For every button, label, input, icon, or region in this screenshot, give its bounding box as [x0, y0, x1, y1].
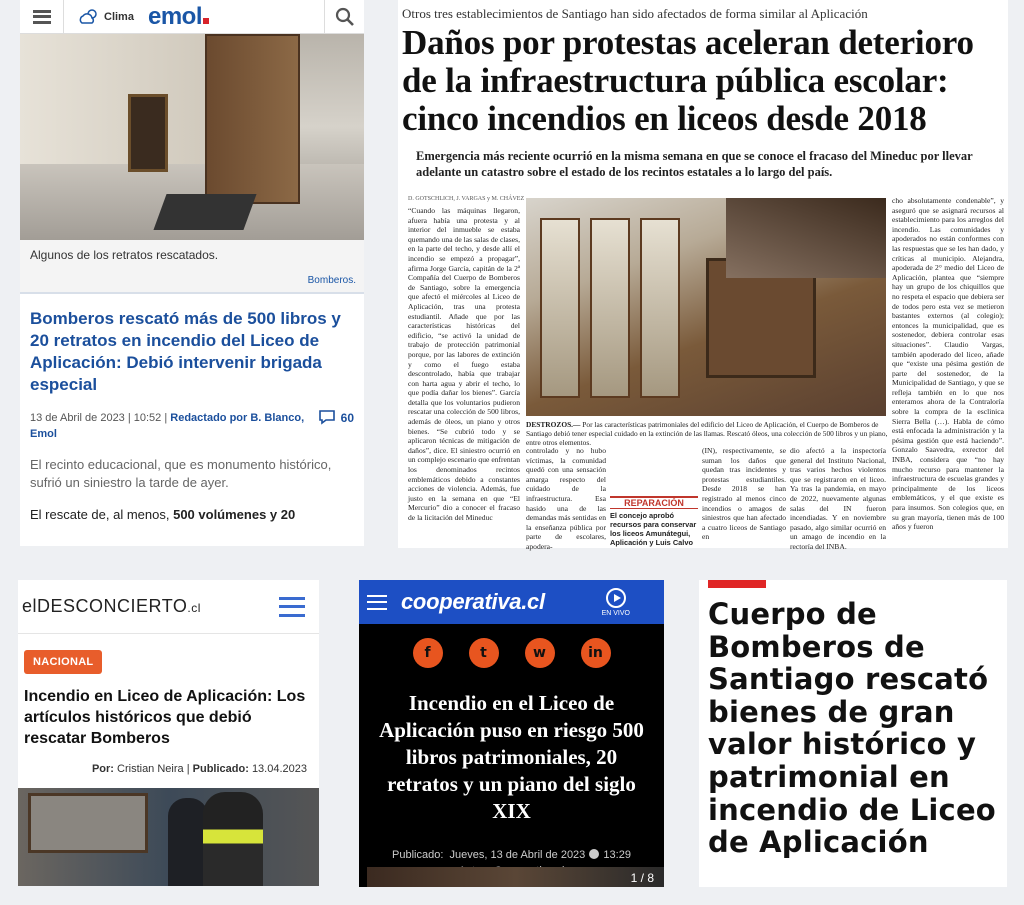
published-date: Jueves, 13 de Abril de 2023 [449, 849, 586, 861]
meta-text [30, 410, 319, 442]
twitter-icon[interactable]: t [469, 638, 499, 668]
published-date: 13.04.2023 [251, 763, 307, 775]
article-title: Bomberos rescató más de 500 libros y 20 retratos en incendio del Liceo de Aplicación: Debió intervenir brigada especial [30, 309, 341, 394]
article-photo[interactable] [20, 34, 364, 240]
linkedin-icon[interactable]: in [581, 638, 611, 668]
article-title: Incendio en el Liceo de Aplicación puso en riesgo 500 libros patrimoniales, 20 retratos y un piano del siglo XIX [379, 691, 644, 823]
logo-cl: .cl [187, 601, 201, 615]
np-column-3a [610, 446, 698, 494]
np-photo [526, 198, 886, 416]
article-meta: Por: Cristian Neira | Publicado: 13.04.2023 [91, 763, 307, 775]
gallery-pager: 1 / 8 [630, 871, 654, 885]
section-badge[interactable]: NACIONAL [24, 650, 102, 674]
desconcierto-header [18, 580, 319, 634]
np-caption [526, 420, 888, 447]
emol-logo-text: emol [147, 2, 202, 30]
por-label: Por: [91, 763, 114, 775]
emol-logo[interactable] [148, 3, 209, 31]
cloud-sun-icon [78, 9, 100, 25]
emol-article-screenshot [20, 0, 364, 546]
gallery-strip[interactable] [367, 867, 664, 887]
facebook-icon[interactable]: f [413, 638, 443, 668]
article-date: 13 de Abril de 2023 | 10:52 | [30, 412, 168, 424]
menu-button[interactable] [20, 0, 64, 34]
live-label: EN VIVO [601, 609, 630, 617]
published-time: 13:29 [603, 849, 631, 861]
np-column-2: controlado y no hubo víctimas, la comunidad quedó con una sensación amarga respecto del cuidado de la infraestructura. Esa hasido una de las demandas más sentidas en la enseñanza pública por parte de escolares, apodera- [526, 446, 606, 551]
np-byline: D. GOTSCHLICH, J. VARGAS y M. CHÁVEZ [408, 196, 525, 202]
desconcierto-article-screenshot [18, 580, 319, 886]
np-column-1: “Cuando las máquinas llegaron, afuera había una protesta y al interior del inmueble se estaba quemando una de las salas de clases, en la parte del techo, y desde allí el incendio se empezó a propagar”, afirma Jorge García, capitán de la 2ª Compañía del Cuerpo de Bomberos de Santiago, sobre la emergencia que afectó el miércoles al Liceo de Aplicación, tras una protesta estudiantil. Añade que por las características históricas del edificio, “se activó la unidad de trabajo de protección patrimonial porque, por las labores de extinción y como el fuego estaba descontrolado, había que trabajar con harta agua y abrir el techo, lo que podía dañar los bienes”. García detalla que los voluntarios pudieron rescatar una colección de 500 libros, además de óleos, un piano y otros bienes. “Se cubrió todo y se aplicaron técnicas de mitigación de daños”, dice. El siniestro ocurrió en un complejo escenario que enfrentan los denominados recintos emblemáticos debido a constantes acciones de violencia. Además, fue justo en la semana en que “El Mercurio” dio a conocer el fracaso de la licitación del Mineduc [408, 206, 520, 522]
accent-bar [708, 580, 766, 588]
article-title: Incendio en Liceo de Aplicación: Los artículos históricos que debió rescatar Bomberos [24, 688, 306, 747]
social-share-bar [359, 638, 664, 668]
np-column-right: cho absolutamente condenable”, y aseguró que se asignará recursos al establecimiento para los arreglos del incendio. Las comunidades y apoderados no están conformes con las respuestas que se les han dado, y críticas al municipio. Alejandra, apoderada de 2° medio del Liceo de Aplicación, plantea que “siempre hay un grupo de los chiquillos que no respeta el espacio que debiera ser de todos pero esta vez se metieron bastantes externos (al colegio); entonces la municipalidad, que es sostenedor, debiera controlar esas situaciones”. Claudio Vargas, también apoderado del liceo, añade que “existe una pésima gestión de parte del sostenedor, de la Municipalidad de Santiago, y que se refleja también en lo que nos enteramos ahora de la Contraloría sobre la compra de la esclinica Sierra Bella (…). Habla de cómo está enfocada la administración y la pésima gestión que está haciendo”. Gonzalo Saavedra, exrector del INBA, considera que “no hay mucho recurso para mantener la infraestructura de escuelas grandes y principalmente de los liceos emblemáticos, y el que existe es para insumos. Son colegios que, en su gran mayoría, tienen más de 100 años y fueron [892, 196, 1004, 532]
np-column-4: dio afectó a la inspectoría general del Instituto Nacional, tras varios hechos violentos que se registraron en el liceo. Ya tras la pandemia, en mayo de 2022, nuevamente algunas salas del IN fueron incendiadas. Y en noviembre pasado, algo similar ocurrió en un amago de incendio en la rectoría del INBA. [790, 446, 886, 551]
play-icon [606, 588, 626, 608]
emol-header [20, 0, 364, 34]
body-bold-text: 500 volúmenes y 20 [173, 507, 296, 522]
np-caption-text: Por las características patrimoniales del edificio del Liceo de Aplicación, el Cuerpo de Bomberos de Santiago debió tener especial cuidado en la extinción de las llamas. Rescató óleos, una colección de 500 libros y un piano, entre otros elementos. [526, 420, 888, 447]
comment-icon [319, 410, 335, 425]
hamburger-icon[interactable] [367, 595, 387, 610]
np-subhead: Emergencia más reciente ocurrió en la misma semana en que se conoce el fracaso del Mineduc por llevar adelante un catastro sobre el estado de los recintos estatales a lo largo del país. [416, 149, 973, 179]
search-icon [335, 7, 355, 27]
logo-dot [203, 18, 209, 24]
live-button[interactable] [602, 588, 630, 617]
whatsapp-icon[interactable]: w [525, 638, 555, 668]
comments-link[interactable] [319, 410, 354, 442]
headline-text: Cuerpo de Bomberos de Santiago rescató bienes de gran valor histórico y patrimonial en incendio de Liceo de Aplicación [708, 597, 996, 860]
published-label: Publicado: [192, 763, 249, 775]
np-caption-bold: DESTROZOS.— [526, 420, 581, 429]
weather-link[interactable] [78, 9, 134, 25]
logo-main: DESCONCIERTO [37, 596, 188, 616]
np-box-tag: REPARACIÓN [610, 496, 698, 509]
published-label: Publicado: [392, 849, 444, 861]
redacted-label: Redactado por [170, 412, 248, 424]
hamburger-icon[interactable] [279, 597, 305, 617]
photo-credit: Bomberos. [20, 272, 364, 294]
body-text: El rescate de, al menos, [30, 507, 170, 522]
np-sidebar-box [610, 496, 698, 546]
article-lead: El recinto educacional, que es monumento histórico, sufrió un siniestro la tarde de ayer. [30, 457, 332, 490]
hamburger-icon [33, 10, 51, 24]
article-author[interactable]: B. Blanco, Emol [30, 412, 305, 440]
np-headline: Daños por protestas aceleran deterioro de la infraestructura pública escolar: cinco incendios en liceos desde 2018 [402, 23, 974, 138]
search-button[interactable] [324, 0, 364, 34]
article-photo[interactable] [18, 788, 319, 886]
logo-el: el [22, 596, 38, 616]
weather-label: Clima [104, 10, 134, 23]
np-box-text: El concejo aprobó recursos para conservar los liceos Amunátegui, Aplicación y Luis Calvo [610, 511, 697, 547]
cooperativa-header [359, 580, 664, 624]
np-column-3: (IN), respectivamente, se suman los daños que quedan tras incidentes y protestas estudiantiles. Desde 2018 se han registrado al menos cinco incendios o amagos de siniestros que han afectado a cuatro liceos de Santiago en [702, 446, 786, 542]
cooperativa-logo[interactable]: cooperativa.cl [401, 589, 545, 614]
photo-caption: Algunos de los retratos rescatados. [20, 240, 364, 272]
headline-card [699, 580, 1007, 887]
article-meta [20, 396, 364, 442]
cooperativa-article-screenshot [359, 580, 664, 887]
np-kicker: Otros tres establecimientos de Santiago han sido afectados de forma similar al Aplicación [402, 6, 868, 21]
article-body [20, 492, 364, 524]
clock-icon [589, 849, 599, 859]
article-author[interactable]: Cristian Neira [117, 763, 184, 775]
desconcierto-logo[interactable] [22, 596, 201, 617]
comment-count: 60 [340, 411, 354, 425]
newspaper-clipping [398, 0, 1008, 551]
